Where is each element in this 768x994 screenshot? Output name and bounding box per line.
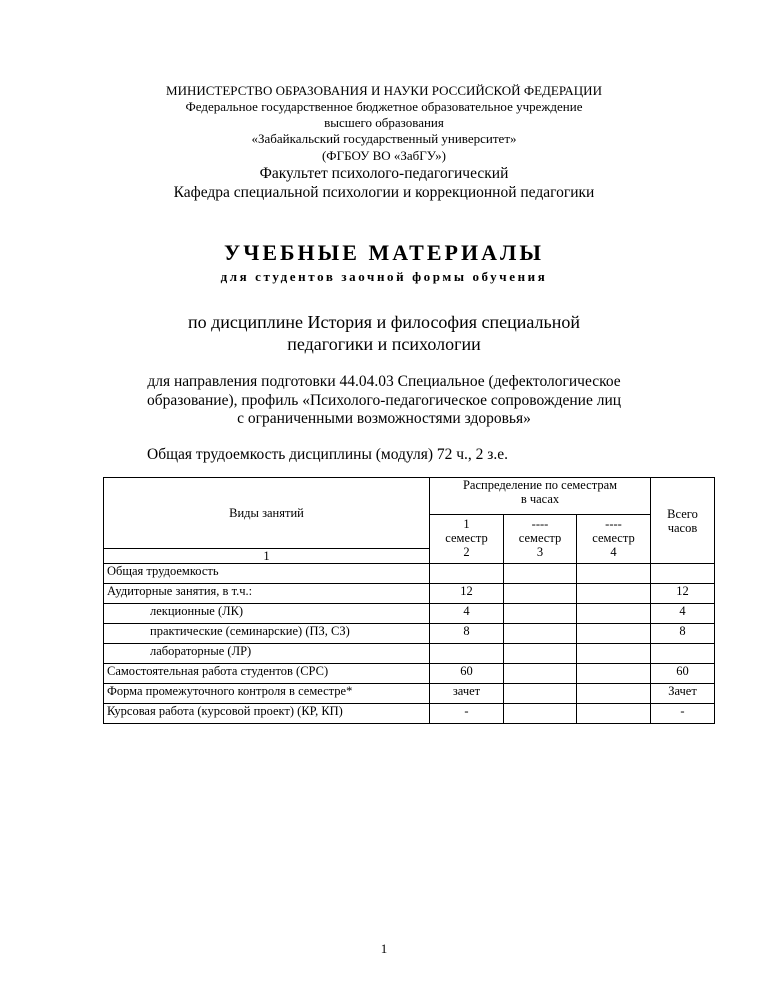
institution-line-1: Федеральное государственное бюджетное образовательное учреждение	[185, 99, 583, 114]
row-sem-3	[577, 644, 651, 664]
row-label: лекционные (ЛК)	[104, 604, 430, 624]
table-row	[104, 704, 715, 724]
institution-line-2: высшего образования	[324, 115, 444, 130]
column-number-3: 3	[536, 545, 544, 559]
semester-1-word: семестр	[445, 531, 488, 545]
ministry-line: МИНИСТЕРСТВО ОБРАЗОВАНИЯ И НАУКИ РОССИЙСКОЙ ФЕДЕРАЦИИ	[166, 83, 602, 98]
row-sem-3	[577, 564, 651, 584]
discipline-line-1: по дисциплине История и философия специальной	[188, 312, 580, 332]
header-semester-3	[577, 515, 651, 564]
row-sem-2	[504, 584, 577, 604]
row-label: Форма промежуточного контроля в семестре*	[104, 684, 430, 704]
row-label: Аудиторные занятия, в т.ч.:	[104, 584, 430, 604]
header-distribution-line-1: Распределение по семестрам	[462, 478, 618, 492]
row-label: лабораторные (ЛР)	[104, 644, 430, 664]
row-sem-3	[577, 604, 651, 624]
row-total: 60	[651, 664, 715, 684]
semester-3-number: ----	[605, 517, 622, 531]
direction-line-2: образование), профиль «Психолого-педагогическое сопровождение лиц	[146, 392, 622, 409]
row-label: Общая трудоемкость	[104, 564, 430, 584]
row-sem-1: 4	[430, 604, 504, 624]
table-row	[104, 684, 715, 704]
semester-2-number: ----	[531, 517, 549, 531]
row-sem-1: 12	[430, 584, 504, 604]
table-row	[104, 644, 715, 664]
table-row	[104, 584, 715, 604]
row-sem-3	[577, 704, 651, 724]
discipline-line-2: педагогики и психологии	[287, 334, 481, 354]
semester-1-number: 1	[463, 517, 470, 531]
row-total: 12	[651, 584, 715, 604]
row-sem-2	[504, 604, 577, 624]
university-name: «Забайкальский государственный университет»	[251, 131, 517, 146]
row-sem-2	[504, 704, 577, 724]
header-semester-1	[430, 515, 504, 564]
header-total-line-2: часов	[667, 520, 698, 535]
row-label: Самостоятельная работа студентов (СРС)	[104, 664, 430, 684]
row-total: -	[651, 704, 715, 724]
row-sem-1	[430, 564, 504, 584]
row-sem-1: зачет	[430, 684, 504, 704]
department-name: Кафедра специальной психологии и коррекционной педагогики	[173, 184, 595, 201]
row-sem-1: 8	[430, 624, 504, 644]
row-sem-1	[430, 644, 504, 664]
header-total	[651, 478, 715, 564]
faculty-name: Факультет психолого-педагогический	[259, 165, 509, 182]
header-semester-2	[504, 515, 577, 564]
row-sem-2	[504, 644, 577, 664]
header-distribution	[430, 478, 651, 515]
row-sem-3	[577, 684, 651, 704]
document-title: УЧЕБНЫЕ МАТЕРИАЛЫ	[224, 240, 544, 265]
header-total-line-1: Всего	[667, 506, 698, 521]
row-sem-2	[504, 664, 577, 684]
row-label: практические (семинарские) (ПЗ, СЗ)	[104, 624, 430, 644]
row-total: Зачет	[651, 684, 715, 704]
row-total	[651, 564, 715, 584]
column-number-4: 4	[610, 545, 617, 559]
row-sem-3	[577, 664, 651, 684]
row-sem-2	[504, 684, 577, 704]
row-sem-2	[504, 564, 577, 584]
document-subtitle: для студентов заочной формы обучения	[220, 269, 548, 284]
row-label: Курсовая работа (курсовой проект) (КР, КП)	[104, 704, 430, 724]
row-total: 8	[651, 624, 715, 644]
table-header-row-1	[104, 478, 715, 515]
table-row	[104, 604, 715, 624]
table-row	[104, 564, 715, 584]
university-abbr: (ФГБОУ ВО «ЗабГУ»)	[321, 148, 447, 163]
total-labor: Общая трудоемкость дисциплины (модуля) 72 ч., 2 з.е.	[147, 446, 509, 463]
row-total	[651, 644, 715, 664]
page-number: 1	[380, 941, 388, 956]
column-number-2: 2	[463, 545, 470, 559]
row-sem-3	[577, 584, 651, 604]
semester-3-word: семестр	[592, 531, 635, 545]
header-types-label: Виды занятий	[229, 506, 304, 520]
row-total: 4	[651, 604, 715, 624]
direction-line-3: с ограниченными возможностями здоровья»	[237, 410, 531, 427]
row-sem-1: -	[430, 704, 504, 724]
semester-2-word: семестр	[518, 531, 562, 545]
row-sem-1: 60	[430, 664, 504, 684]
table-row	[104, 624, 715, 644]
column-number-1: 1	[104, 549, 430, 564]
row-sem-2	[504, 624, 577, 644]
header-distribution-line-2: в часах	[520, 492, 560, 506]
table-row	[104, 664, 715, 684]
row-sem-3	[577, 624, 651, 644]
header-types	[104, 478, 430, 549]
hours-table	[103, 477, 715, 724]
direction-line-1: для направления подготовки 44.04.03 Специальное (дефектологическое	[147, 373, 621, 390]
